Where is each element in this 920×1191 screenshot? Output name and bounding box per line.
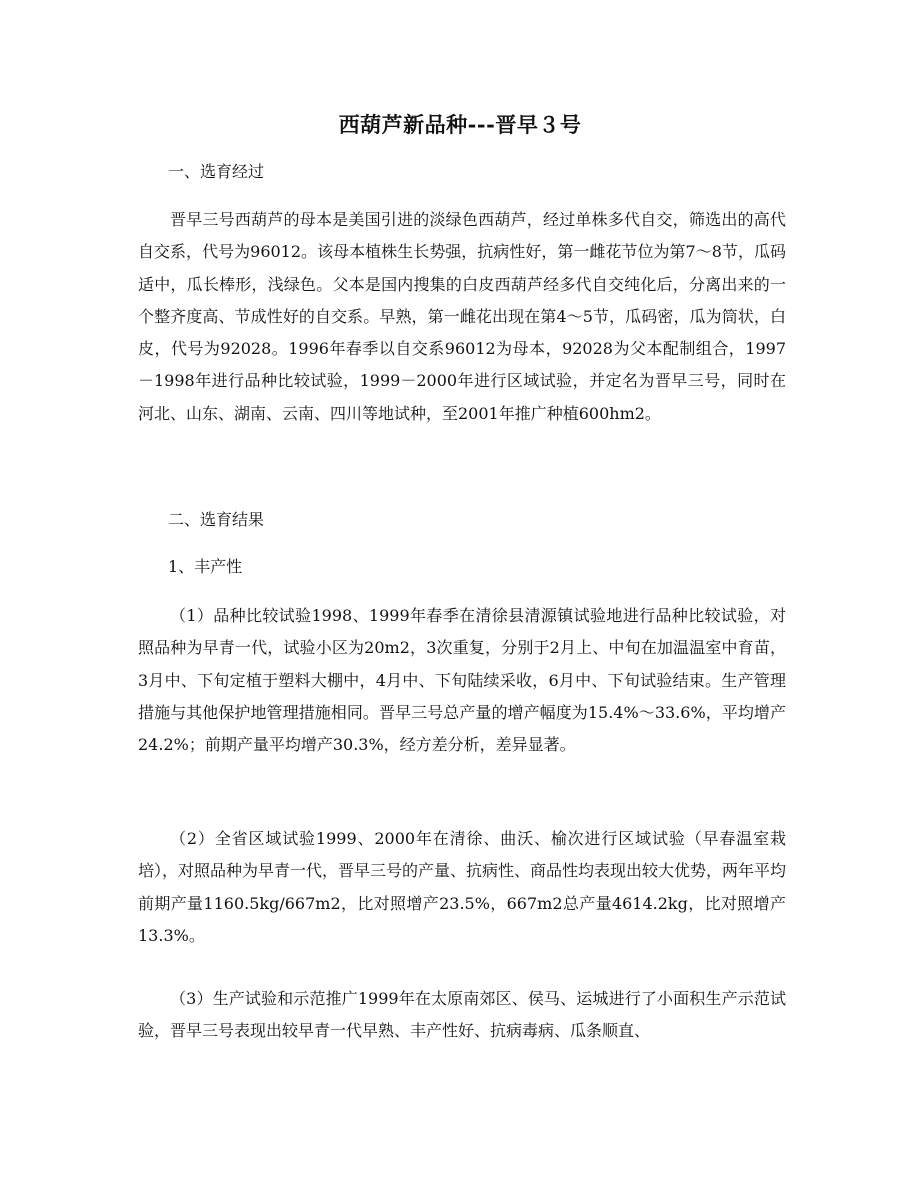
section-heading-breeding-process: 一、选育经过	[168, 162, 265, 181]
subheading-high-yield: 1、丰产性	[168, 557, 243, 576]
paragraph-breeding-process: 晋早三号西葫芦的母本是美国引进的淡绿色西葫芦，经过单株多代自交，筛选出的高代自交系，代号为96012。该母本植株生长势强，抗病性好，第一雌花节位为第7～8节，瓜码适中，瓜长棒形，浅绿色。父本是国内搜集的白皮西葫芦经多代自交纯化后，分离出来的一个整齐度高、节成性好的自交系。早熟，第一雌花出现在第4～5节，瓜码密，瓜为筒状，白皮，代号为92028。1996年春季以自交系96012为母本，92028为父本配制组合，1997－1998年进行品种比较试验，1999－2000年进行区域试验，并定名为晋早三号，同时在河北、山东、湖南、云南、四川等地试种，至2001年推广种植600hm2。	[138, 210, 786, 423]
paragraph-production-trial: （3）生产试验和示范推广1999年在太原南郊区、侯马、运城进行了小面积生产示范试验，晋早三号表现出较早青一代早熟、丰产性好、抗病毒病、瓜条顺直、	[138, 989, 786, 1041]
section-heading-breeding-results: 二、选育结果	[168, 510, 265, 529]
document-title: 西葫芦新品种---晋早３号	[338, 112, 582, 137]
paragraph-variety-comparison-trial: （1）品种比较试验1998、1999年春季在清徐县清源镇试验地进行品种比较试验，对照品种为早青一代，试验小区为20m2，3次重复，分别于2月上、中旬在加温温室中育苗，3月中、下旬定植于塑料大棚中，4月中、下旬陆续采收，6月中、下旬试验结束。生产管理措施与其他保护地管理措施相同。晋早三号总产量的增产幅度为15.4%～33.6%，平均增产24.2%；前期产量平均增产30.3%，经方差分析，差异显著。	[138, 606, 786, 755]
paragraph-regional-trial: （2）全省区域试验1999、2000年在清徐、曲沃、榆次进行区域试验（早春温室栽培），对照品种为早青一代，晋早三号的产量、抗病性、商品性均表现出较大优势，两年平均前期产量1160.5kg/667m2，比对照增产23.5%，667m2总产量4614.2kg，比对照增产13.3%。	[138, 829, 787, 945]
